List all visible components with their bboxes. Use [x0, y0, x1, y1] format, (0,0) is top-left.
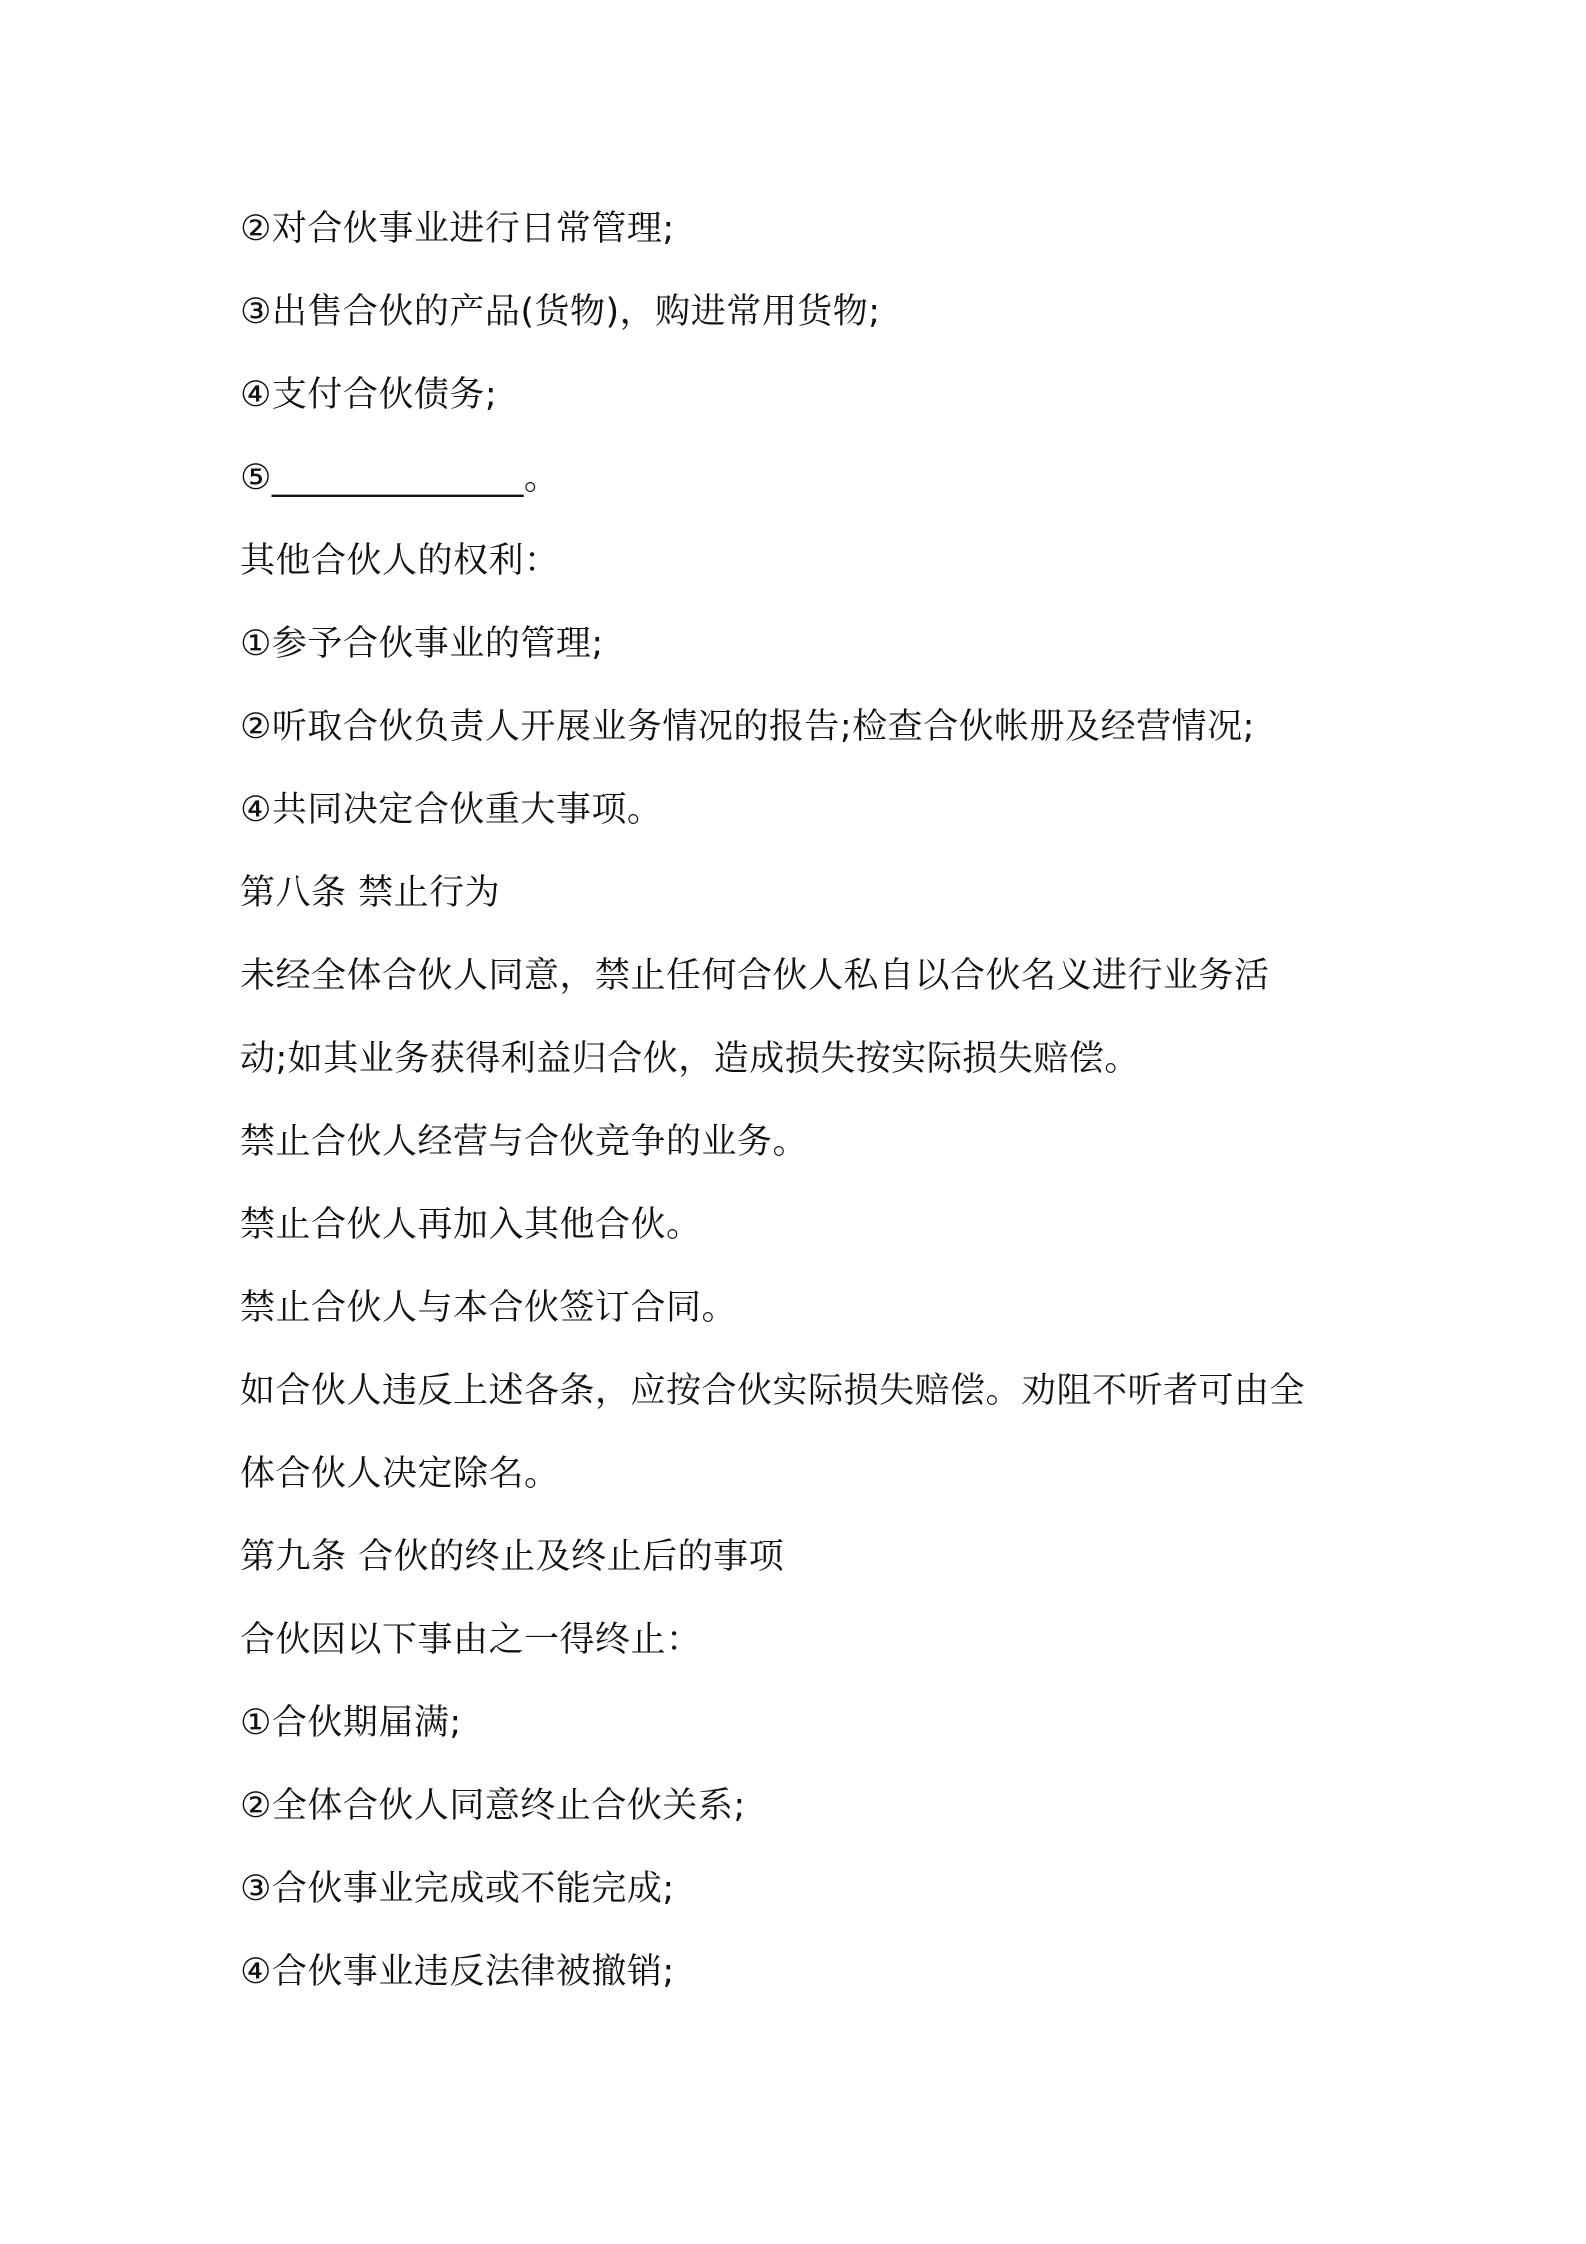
- paragraph-line: 禁止合伙人与本合伙签订合同。: [240, 1288, 738, 1328]
- paragraph-line: 如合伙人违反上述各条，应按合伙实际损失赔偿。劝阻不听者可由全: [240, 1371, 1306, 1411]
- item-joint-decisions: ④共同决定合伙重大事项。: [240, 790, 663, 830]
- article-9-heading: 第九条 合伙的终止及终止后的事项: [240, 1537, 785, 1577]
- item-participate-management: ①参予合伙事业的管理;: [240, 624, 604, 664]
- article-8-heading: 第八条 禁止行为: [240, 873, 501, 913]
- paragraph-line: 体合伙人决定除名。: [240, 1454, 560, 1494]
- paragraph-line: 未经全体合伙人同意，禁止任何合伙人私自以合伙名义进行业务活: [240, 956, 1270, 996]
- item-blank-fill: ⑤______________。: [240, 458, 560, 498]
- paragraph-line: 合伙因以下事由之一得终止：: [240, 1620, 702, 1660]
- heading-other-partner-rights: 其他合伙人的权利：: [240, 541, 560, 581]
- item-pay-debts: ④支付合伙债务;: [240, 375, 498, 415]
- item-daily-management: ②对合伙事业进行日常管理;: [240, 209, 675, 249]
- list-item: ②全体合伙人同意终止合伙关系;: [240, 1786, 746, 1826]
- paragraph-line: 禁止合伙人再加入其他合伙。: [240, 1205, 702, 1245]
- paragraph-line: 禁止合伙人经营与合伙竞争的业务。: [240, 1122, 809, 1162]
- item-sell-products: ③出售合伙的产品(货物)，购进常用货物;: [240, 292, 881, 332]
- list-item: ③合伙事业完成或不能完成;: [240, 1869, 675, 1909]
- list-item: ①合伙期届满;: [240, 1703, 462, 1743]
- item-hear-reports: ②听取合伙负责人开展业务情况的报告;检查合伙帐册及经营情况;: [240, 707, 1255, 747]
- list-item: ④合伙事业违反法律被撤销;: [240, 1952, 675, 1992]
- paragraph-line: 动;如其业务获得利益归合伙，造成损失按实际损失赔偿。: [240, 1039, 1140, 1079]
